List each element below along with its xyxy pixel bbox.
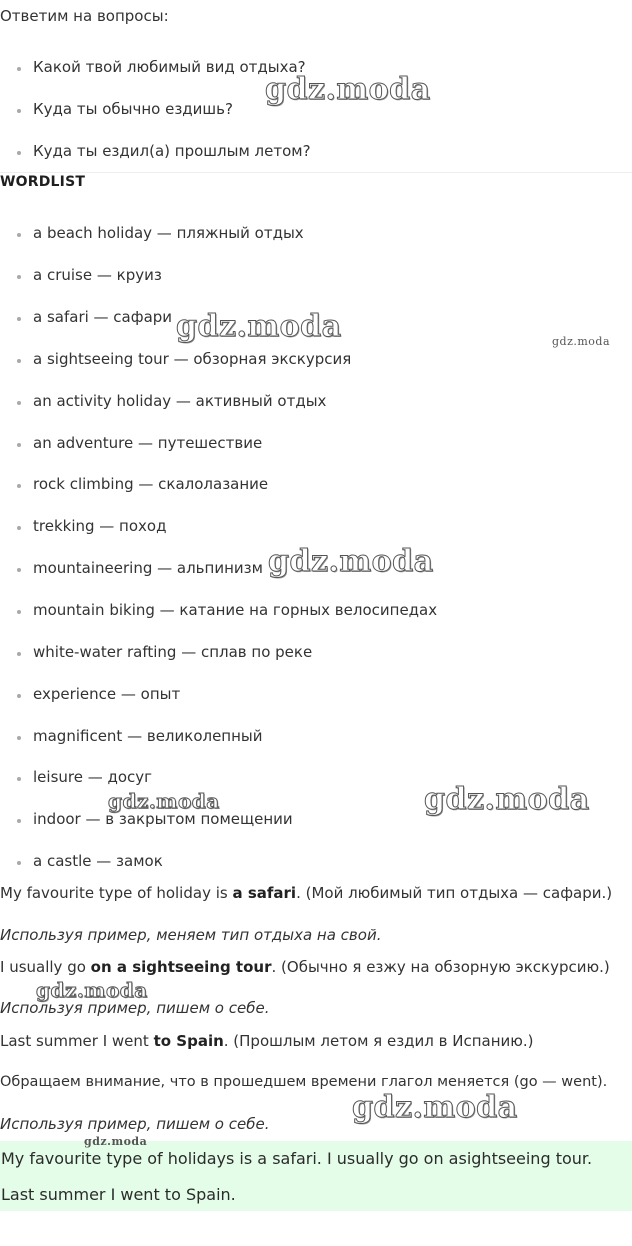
bullet-icon — [17, 443, 21, 447]
answer-line-1: My favourite type of holidays is a safari. I usually go on asightseeing tour. — [1, 1149, 593, 1168]
bullet-icon — [17, 861, 21, 865]
bullet-icon — [17, 109, 21, 113]
bullet-icon — [17, 610, 21, 614]
watermark-logo: gdz.moda — [84, 1135, 148, 1148]
bullet-icon — [17, 526, 21, 530]
watermark-logo: gdz.moda — [424, 782, 590, 817]
hint-text-2: Используя пример, пишем о себе. — [0, 999, 270, 1017]
watermark-logo: gdz.moda — [352, 1090, 518, 1125]
bullet-icon — [17, 484, 21, 488]
hint-text-1: Используя пример, меняем тип отдыха на свой. — [0, 926, 382, 944]
bullet-icon — [17, 359, 21, 363]
watermark-logo: gdz.moda — [268, 544, 434, 579]
hint-text-3: Используя пример, пишем о себе. — [0, 1115, 270, 1133]
example-sentence-1: My favourite type of holiday is a safari. (Мой любимый тип отдыха — сафари.) — [0, 884, 613, 902]
grammar-note: Обращаем внимание, что в прошедшем времени глагол меняется (go — went). — [0, 1074, 608, 1090]
example-sentence-3: Last summer I went to Spain. (Прошлым летом я ездил в Испанию.) — [0, 1032, 534, 1050]
wordlist-heading: WORDLIST — [0, 174, 86, 190]
bullet-icon — [17, 67, 21, 71]
bullet-icon — [17, 151, 21, 155]
bullet-icon — [17, 233, 21, 237]
bullet-icon — [17, 568, 21, 572]
watermark-logo: gdz.moda — [552, 335, 611, 348]
intro-text: Ответим на вопросы: — [0, 7, 169, 25]
answer-line-2: Last summer I went to Spain. — [1, 1185, 236, 1204]
watermark-logo: gdz.moda — [108, 789, 220, 813]
bullet-icon — [17, 736, 21, 740]
watermark-logo: gdz.moda — [265, 72, 431, 107]
bullet-icon — [17, 694, 21, 698]
watermark-logo: gdz.moda — [176, 309, 342, 344]
bullet-icon — [17, 401, 21, 405]
watermark-logo: gdz.moda — [36, 978, 148, 1002]
bullet-icon — [17, 652, 21, 656]
bullet-icon — [17, 275, 21, 279]
bullet-icon — [17, 819, 21, 823]
bullet-icon — [17, 317, 21, 321]
answer-block — [0, 1141, 632, 1211]
example-sentence-2: I usually go on a sightseeing tour. (Обычно я езжу на обзорную экскурсию.) — [0, 958, 610, 976]
divider — [0, 172, 632, 173]
bullet-icon — [17, 777, 21, 781]
